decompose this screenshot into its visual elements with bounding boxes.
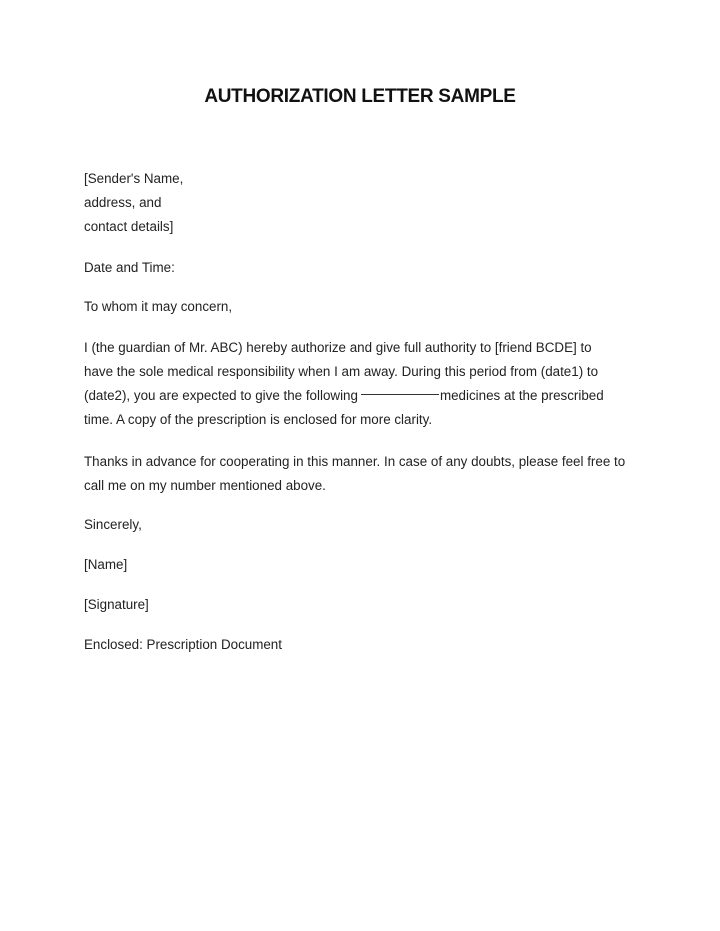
- thanks-paragraph: [84, 450, 644, 498]
- paragraph-line: Thanks in advance for cooperating in this manner. In case of any doubts, please feel free to: [84, 454, 626, 469]
- sender-line: [Sender's Name,: [84, 171, 184, 186]
- name-placeholder: [Name]: [84, 557, 128, 572]
- sender-line: address, and: [84, 195, 162, 210]
- paragraph-line: have the sole medical responsibility when I am away. During this period from (date1) to: [84, 364, 599, 379]
- salutation: To whom it may concern,: [84, 299, 233, 314]
- date-line: Date and Time:: [84, 260, 175, 275]
- paragraph-line: I (the guardian of Mr. ABC) hereby authorize and give full authority to [friend BCDE] to: [84, 340, 592, 355]
- sender-block: [84, 167, 644, 239]
- paragraph-line: [84, 384, 644, 408]
- fill-in-blank: [361, 394, 439, 395]
- enclosure-line: Enclosed: Prescription Document: [84, 637, 282, 652]
- closing: Sincerely,: [84, 517, 142, 532]
- authorization-paragraph: [84, 336, 644, 432]
- paragraph-line-end: medicines at the prescribed: [439, 388, 604, 403]
- letter-title: AUTHORIZATION LETTER SAMPLE: [204, 86, 516, 107]
- paragraph-line: time. A copy of the prescription is enclosed for more clarity.: [84, 412, 433, 427]
- signature-placeholder: [Signature]: [84, 597, 149, 612]
- sender-line: contact details]: [84, 219, 174, 234]
- paragraph-line: call me on my number mentioned above.: [84, 478, 326, 493]
- paragraph-line-start: (date2), you are expected to give the following: [84, 388, 358, 403]
